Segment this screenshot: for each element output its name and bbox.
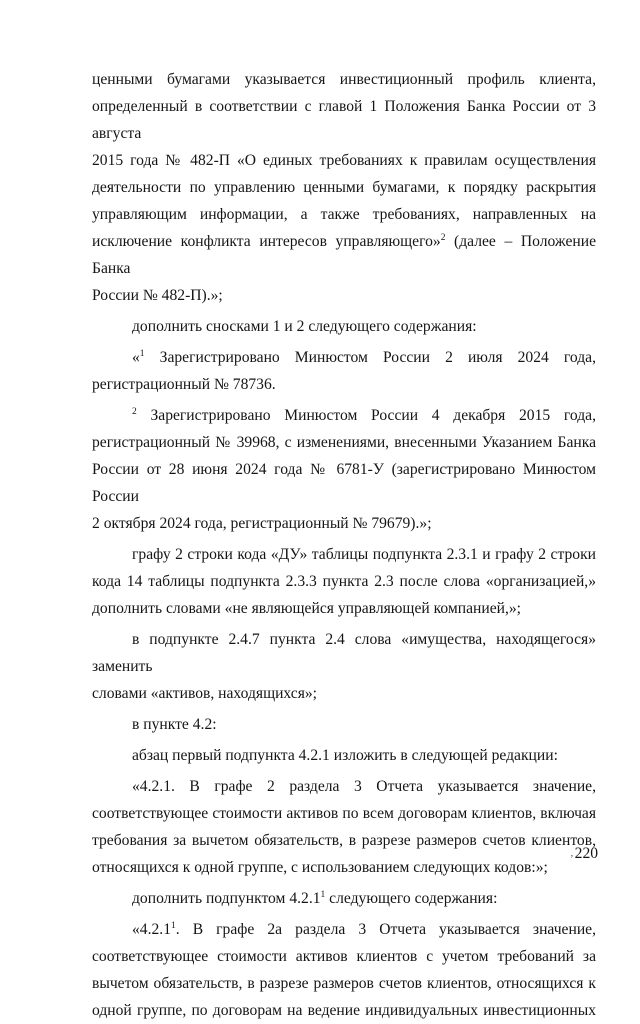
page-number: ‚220 [570,845,599,862]
text-line: регистрационный № 78736. [92,376,276,393]
footnote-ref: 2 [132,407,137,417]
text-line: графу 2 строки кода «ДУ» таблицы подпункта 2.3.1 и графу 2 строки [132,546,596,563]
footnote-ref: 2 [440,233,446,243]
text-line: деятельности по управлению ценными бумагами, к порядку раскрытия [92,179,596,196]
document-body [92,66,599,1024]
text-line: в подпункте 2.4.7 пункта 2.4 слова «имущества, находящегося» заменить [92,631,596,675]
text-line: вычетом обязательств, в разрезе размеров счетов клиентов, относящихся к [92,975,596,992]
text-line: относящихся к одной группе, с использованием следующих кодов:»; [92,859,548,876]
text-line: в пункте 4.2: [132,716,217,733]
text-line: 2015 года № 482-П «О единых требованиях к правилам осуществления [92,152,596,169]
scan-mark-icon: ‚ [570,847,574,859]
text-line: регистрационный № 39968, с изменениями, внесенными Указанием Банка [92,434,596,451]
text-line: кода 14 таблицы подпункта 2.3.3 пункта 2.3 после слова «организацией,» [92,573,596,590]
text-line: определенный в соответствии с главой 1 Положения Банка России от 3 августа [92,98,596,142]
footnote-ref: 1 [170,921,176,931]
text-line: «4.2.1$^1$. В графе 2а раздела 3 Отчета указывается значение, [132,921,596,938]
text-line: исключение конфликта интересов управляющего»$^2$ (далее – Положение Банка [92,233,596,277]
text-line: требования за вычетом обязательств, в разрезе размеров счетов клиентов, [92,832,596,849]
text-line: одной группе, по договорам на ведение индивидуальных инвестиционных [92,1002,596,1019]
text-line: «$^1$ Зарегистрировано Минюстом России 2 июля 2024 года, [132,349,596,366]
text-line: дополнить сносками 1 и 2 следующего содержания: [132,318,477,335]
text-line: 2 октября 2024 года, регистрационный № 79679).»; [92,515,432,532]
text-line: ценными бумагами указывается инвестиционный профиль клиента, [92,71,596,88]
text-line: абзац первый подпункта 4.2.1 изложить в следующей редакции: [132,747,558,764]
text-line: «4.2.1. В графе 2 раздела 3 Отчета указывается значение, [132,778,596,795]
text-line: соответствующее стоимости активов клиентов с учетом требований за [92,948,596,965]
text-line: словами «активов, находящихся»; [92,685,317,702]
text-line: $^2$ Зарегистрировано Минюстом России 4 декабря 2015 года, [132,407,596,424]
text-line: дополнить подпунктом 4.2.1$^1$ следующего содержания: [132,890,498,907]
text-line: управляющим информации, а также требованиях, направленных на [92,206,596,223]
footnote-ref: 1 [139,349,145,359]
text-line: соответствующее стоимости активов по всем договорам клиентов, включая [92,805,596,822]
text-line: дополнить словами «не являющейся управляющей компанией,»; [92,600,522,617]
text-line: России № 482-П).»; [92,287,223,304]
text-line: России от 28 июня 2024 года № 6781-У (зарегистрировано Минюстом России [92,461,596,505]
footnote-ref: 1 [320,890,326,900]
